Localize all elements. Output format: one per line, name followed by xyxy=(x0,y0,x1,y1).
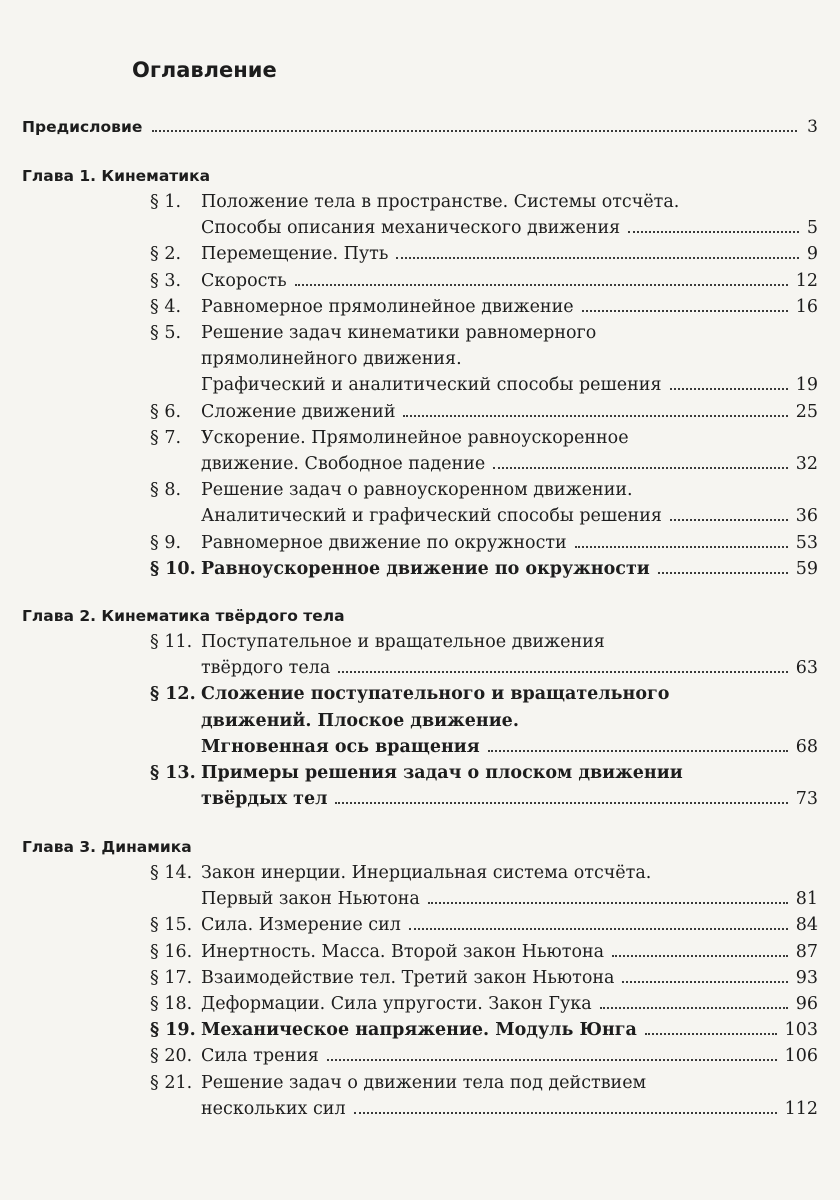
section-title: Аналитический и графический способы решения xyxy=(201,506,662,527)
section-title: Взаимодействие тел. Третий закон Ньютона xyxy=(201,967,615,988)
section-title: Инертность. Масса. Второй закон Ньютона xyxy=(201,941,605,962)
leader-dots xyxy=(645,1033,777,1035)
section-title: Мгновенная ось вращения xyxy=(201,736,480,757)
section-title: Сложение движений xyxy=(201,401,396,422)
leader-dots xyxy=(670,388,788,390)
section-title: Графический и аналитический способы решения xyxy=(201,375,662,396)
page-number: 53 xyxy=(795,532,818,553)
page-number: 5 xyxy=(806,218,818,239)
section-number: § 4. xyxy=(150,296,182,317)
leader-dots xyxy=(622,981,787,983)
leader-dots xyxy=(403,415,787,417)
section-title: Равномерное движение по окружности xyxy=(201,532,567,553)
page-number: 112 xyxy=(784,1098,818,1119)
section-title: Примеры решения задач о плоском движении xyxy=(201,763,683,783)
leader-dots xyxy=(582,310,788,312)
preface-label: Предисловие xyxy=(22,118,143,136)
section-title: Решение задач о равноускоренном движении. xyxy=(201,480,633,501)
leader-dots xyxy=(295,284,788,286)
leader-dots xyxy=(428,902,788,904)
section-number: § 2. xyxy=(150,244,182,265)
page-number: 73 xyxy=(795,789,818,810)
section-title: твёрдого тела xyxy=(201,658,331,679)
section-number: § 13. xyxy=(150,763,196,783)
section-title: Скорость xyxy=(201,270,287,291)
page-number: 32 xyxy=(795,453,818,474)
leader-dots xyxy=(396,257,799,259)
leader-dots xyxy=(628,231,799,233)
chapter-heading: Глава 1. Кинематика xyxy=(22,167,211,185)
page-number: 93 xyxy=(795,967,818,988)
section-title: Положение тела в пространстве. Системы отсчёта. xyxy=(201,192,680,212)
section-title: Закон инерции. Инерциальная система отсчёта. xyxy=(201,863,652,883)
page-number: 12 xyxy=(795,270,818,291)
leader-dots xyxy=(600,1007,788,1009)
section-title: Равноускоренное движение по окружности xyxy=(201,558,650,579)
leader-dots xyxy=(354,1112,777,1114)
page-number: 19 xyxy=(795,375,818,396)
section-number: § 10. xyxy=(150,558,196,579)
section-title: нескольких сил xyxy=(201,1098,346,1119)
preface-page: 3 xyxy=(807,117,818,137)
section-title: Механическое напряжение. Модуль Юнга xyxy=(201,1020,637,1041)
section-number: § 17. xyxy=(150,967,193,988)
leader-dots xyxy=(670,519,788,521)
leader-dots xyxy=(338,671,787,673)
page-number: 59 xyxy=(795,558,818,579)
section-title: движений. Плоское движение. xyxy=(201,710,519,731)
section-number: § 12. xyxy=(150,684,196,705)
leader-dots xyxy=(409,928,788,930)
section-number: § 11. xyxy=(150,632,193,652)
leader-dots xyxy=(575,546,788,548)
page-number: 81 xyxy=(795,889,818,910)
page-number: 84 xyxy=(795,915,818,936)
preface-entry[interactable] xyxy=(22,117,818,137)
page-title: Оглавление xyxy=(132,58,277,82)
section-number: § 3. xyxy=(150,270,182,291)
section-title: Сила. Измерение сил xyxy=(201,915,401,936)
page-number: 106 xyxy=(784,1046,818,1067)
section-title: Поступательное и вращательное движения xyxy=(201,632,605,652)
section-title: твёрдых тел xyxy=(201,789,328,810)
section-number: § 18. xyxy=(150,994,193,1014)
leader-dots xyxy=(493,467,788,469)
section-number: § 19. xyxy=(150,1020,196,1041)
leader-dots xyxy=(658,572,788,574)
page-number: 103 xyxy=(784,1020,818,1041)
section-number: § 9. xyxy=(150,532,182,553)
page-number: 68 xyxy=(795,736,818,757)
section-title: Перемещение. Путь xyxy=(201,244,389,265)
leader-dots xyxy=(152,130,797,132)
section-title: Первый закон Ньютона xyxy=(201,889,420,910)
chapter-heading: Глава 3. Динамика xyxy=(22,838,192,856)
page-number: 96 xyxy=(795,994,818,1014)
section-title: Решение задач кинематики равномерного xyxy=(201,323,597,343)
page-number: 36 xyxy=(795,506,818,527)
section-title: прямолинейного движения. xyxy=(201,349,462,370)
leader-dots xyxy=(335,802,787,804)
section-title: Сила трения xyxy=(201,1046,319,1067)
section-number: § 21. xyxy=(150,1072,193,1093)
section-number: § 5. xyxy=(150,323,182,343)
leader-dots xyxy=(327,1059,777,1061)
section-number: § 8. xyxy=(150,480,182,501)
section-title: движение. Свободное падение xyxy=(201,453,486,474)
section-number: § 20. xyxy=(150,1046,193,1067)
section-number: § 6. xyxy=(150,401,182,422)
section-number: § 7. xyxy=(150,427,182,448)
section-title: Сложение поступательного и вращательного xyxy=(201,684,670,705)
page-number: 63 xyxy=(795,658,818,679)
section-title: Способы описания механического движения xyxy=(201,218,621,239)
section-number: § 14. xyxy=(150,863,193,883)
chapter-heading: Глава 2. Кинематика твёрдого тела xyxy=(22,607,345,625)
section-title: Решение задач о движении тела под действием xyxy=(201,1072,647,1093)
section-number: § 16. xyxy=(150,941,193,962)
page-number: 25 xyxy=(795,401,818,422)
page-number: 16 xyxy=(795,296,818,317)
section-title: Ускорение. Прямолинейное равноускоренное xyxy=(201,427,629,448)
section-title: Равномерное прямолинейное движение xyxy=(201,296,574,317)
page-number: 87 xyxy=(795,941,818,962)
section-number: § 15. xyxy=(150,915,193,936)
leader-dots xyxy=(612,955,788,957)
leader-dots xyxy=(488,750,788,752)
section-title: Деформации. Сила упругости. Закон Гука xyxy=(201,994,592,1014)
section-number: § 1. xyxy=(150,192,182,212)
page-number: 9 xyxy=(806,244,818,265)
